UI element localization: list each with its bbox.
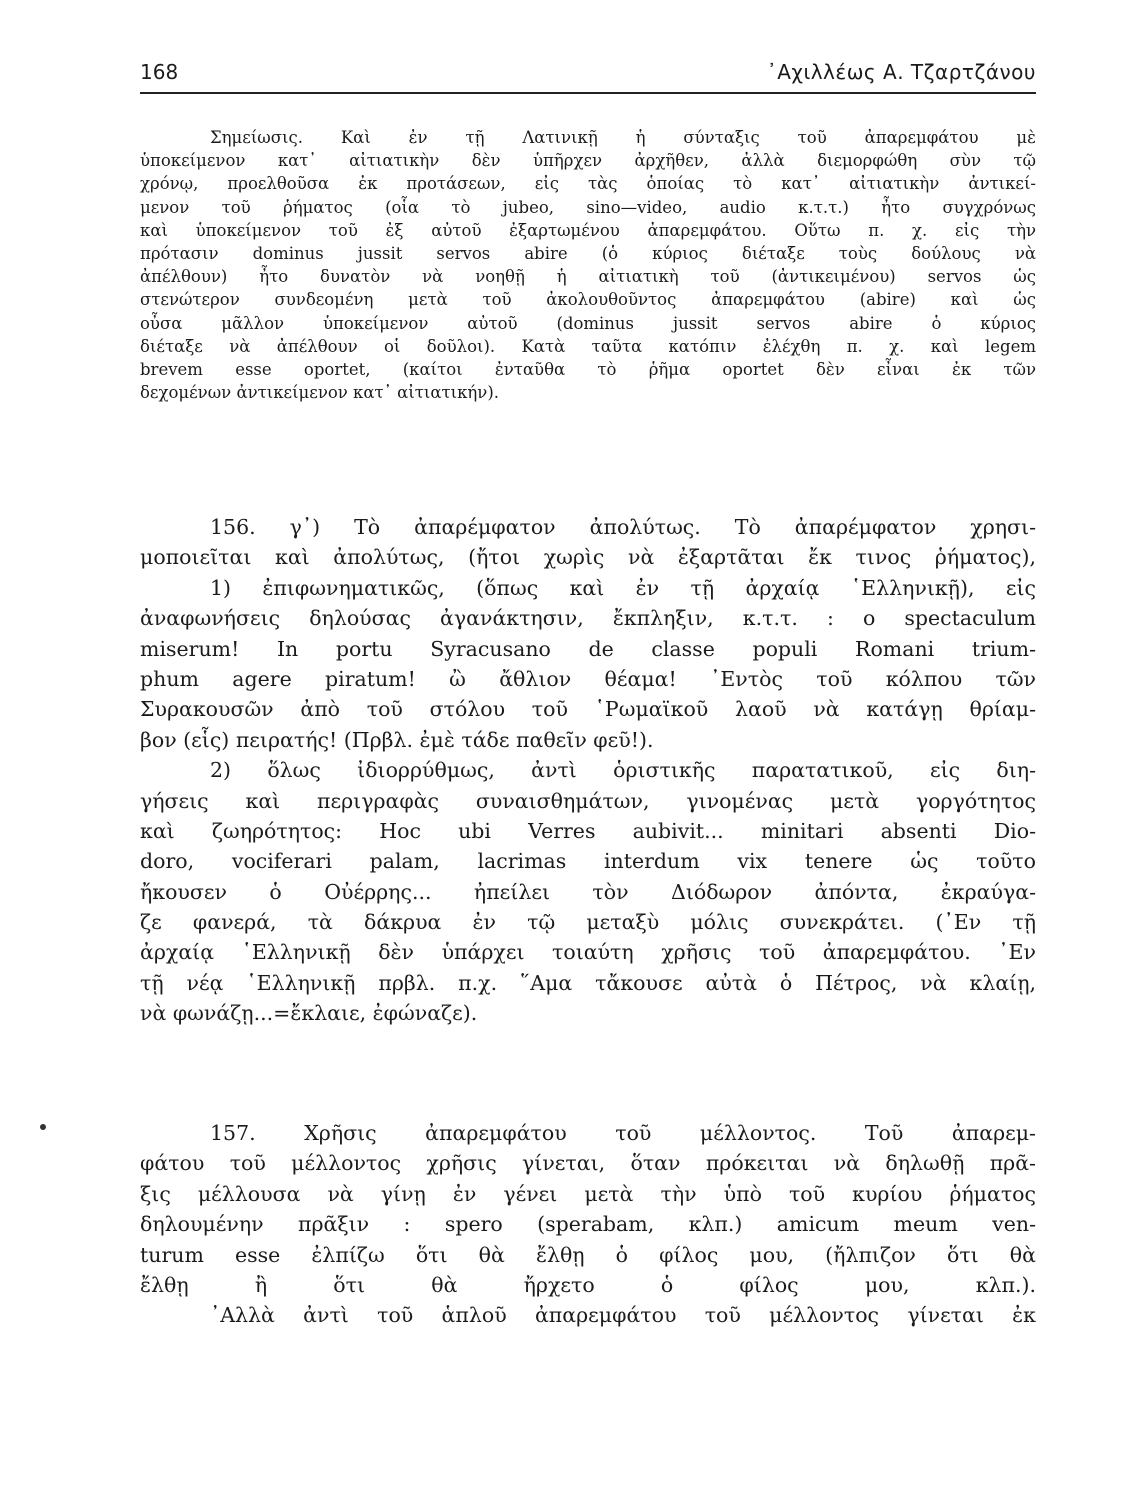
note-line: μενον τοῦ ῥήματος (οἷα τὸ jubeo, sino—video, audio κ.τ.τ.) ἦτο συγχρόνως (140, 197, 1036, 217)
note-line: δεχομένων ἀντικείμενον κατ᾿ αἰτιατικήν). (140, 383, 499, 403)
note-line: Σημείωσις. Καὶ ἐν τῇ Λατινικῇ ἡ σύνταξις τοῦ ἀπαρεμφάτου μὲ (210, 128, 1036, 147)
body-line: δηλουμένην πρᾶξιν : spero (sperabam, κλπ.) amicum meum ven- (140, 1212, 1036, 1237)
note-line: διέταξε νὰ ἀπέλθουν οἱ δοῦλοι). Κατὰ ταῦτα κατόπιν ἐλέχθη π. χ. καὶ legem (140, 336, 1036, 356)
body-line: ἤκουσεν ὁ Οὐέρρης... ἠπείλει τὸν Διόδωρον ἀπόντα, ἐκραύγα- (140, 879, 1036, 904)
body-line: νὰ φωνάζῃ...=ἔκλαιε, ἐφώναζε). (140, 1001, 478, 1026)
note-line: οὖσα μᾶλλον ὑποκείμενον αὐτοῦ (dominus jussit servos abire ὁ κύριος (140, 313, 1036, 333)
body-line: μοποιεῖται καὶ ἀπολύτως, (ἤτοι χωρὶς νὰ ἐξαρτᾶται ἔκ τινος ῥήματος), (140, 545, 1036, 570)
note-line: ἀπέλθουν) ἦτο δυνατὸν νὰ νοηθῇ ἡ αἰτιατικὴ τοῦ (ἀντικειμένου) servos ὡς (140, 267, 1036, 287)
section-156 (140, 512, 1036, 1029)
section-heading-157: 157. Χρῆσις ἀπαρεμφάτου τοῦ μέλλοντος. Τοῦ ἀπαρεμ- (210, 1121, 1036, 1145)
body-line: Συρακουσῶν ἀπὸ τοῦ στόλου τοῦ ῾Ρωμαϊκοῦ λαοῦ νὰ κατάγῃ θρίαμ- (140, 697, 1036, 722)
note-paragraph (140, 126, 1036, 404)
running-head: ᾿Αχιλλέως Α. Τζαρτζάνου (766, 60, 1036, 84)
section-157 (140, 1118, 1036, 1331)
body-line: ἀρχαίᾳ ῾Ελληνικῇ δὲν ὑπάρχει τοιαύτη χρῆσις τοῦ ἀπαρεμφάτου. ᾿Εν (140, 940, 1036, 965)
body-line: doro, vociferari palam, lacrimas interdum vix tenere ὡς τοῦτο (140, 849, 1036, 874)
body-line: phum agere piratum! ὢ ἄθλιον θέαμα! ᾿Εντὸς τοῦ κόλπου τῶν (140, 666, 1036, 691)
body-line: ᾿Αλλὰ ἀντὶ τοῦ ἁπλοῦ ἀπαρεμφάτου τοῦ μέλλοντος γίνεται ἐκ (210, 1303, 1036, 1328)
note-line: πρότασιν dominus jussit servos abire (ὁ κύριος διέταξε τοὺς δούλους νὰ (140, 243, 1036, 263)
note-line: brevem esse oportet, (καίτοι ἐνταῦθα τὸ ῥῆμα oportet δὲν εἶναι ἐκ τῶν (140, 359, 1036, 379)
body-line: miserum! In portu Syracusano de classe populi Romani trium- (140, 636, 1036, 661)
body-line: τῇ νέᾳ ῾Ελληνικῇ πρβλ. π.χ. ῞Αμα τἄκουσε αὐτὰ ὁ Πέτρος, νὰ κλαίῃ, (140, 970, 1036, 995)
body-line: ζε φανερά, τὰ δάκρυα ἐν τῷ μεταξὺ μόλις συνεκράτει. (᾿Εν τῇ (140, 910, 1036, 935)
page-number: 168 (140, 60, 179, 84)
body-line: 1) ἐπιφωνηματικῶς, (ὅπως καὶ ἐν τῇ ἀρχαίᾳ ῾Ελληνικῇ), εἰς (210, 575, 1036, 600)
note-line: ὑποκείμενον κατ᾿ αἰτιατικὴν δὲν ὑπῆρχεν ἀρχῆθεν, ἀλλὰ διεμορφώθη σὺν τῷ (140, 151, 1036, 171)
body-line: βον (εἷς) πειρατής! (Πρβλ. ἐμὲ τάδε παθεῖν φεῦ!). (140, 727, 654, 752)
body-line: turum esse ἐλπίζω ὅτι θὰ ἔλθῃ ὁ φίλος μου, (ἤλπιζον ὅτι θὰ (140, 1242, 1036, 1267)
note-line: καὶ ὑποκείμενον τοῦ ἐξ αὐτοῦ ἐξαρτωμένου ἀπαρεμφάτου. Οὕτω π. χ. εἰς τὴν (140, 220, 1036, 240)
body-line: καὶ ζωηρότητος: Hoc ubi Verres aubivit... minitari absenti Dio- (140, 818, 1036, 843)
margin-bullet (40, 1124, 46, 1130)
body-line: ξις μέλλουσα νὰ γίνῃ ἐν γένει μετὰ τὴν ὑπὸ τοῦ κυρίου ῥήματος (140, 1181, 1036, 1206)
note-line: χρόνῳ, προελθοῦσα ἐκ προτάσεων, εἰς τὰς ὁποίας τὸ κατ᾿ αἰτιατικὴν ἀντικεί- (140, 174, 1036, 194)
body-line: 2) ὅλως ἰδιορρύθμως, ἀντὶ ὁριστικῆς παρατατικοῦ, εἰς διη- (210, 758, 1036, 783)
body-line: φάτου τοῦ μέλλοντος χρῆσις γίνεται, ὅταν πρόκειται νὰ δηλωθῇ πρᾶ- (140, 1151, 1036, 1176)
body-line: γήσεις καὶ περιγραφὰς συναισθημάτων, γινομένας μετὰ γοργότητος (140, 788, 1036, 813)
body-line: ἔλθῃ ἢ ὅτι θὰ ἤρχετο ὁ φίλος μου, κλπ.). (140, 1272, 1036, 1297)
page-header (140, 58, 1036, 94)
body-line: ἀναφωνήσεις δηλούσας ἀγανάκτησιν, ἔκπληξιν, κ.τ.τ. : o spectaculum (140, 606, 1036, 631)
section-heading-156: 156. γ᾿) Τὸ ἀπαρέμφατον ἀπολύτως. Τὸ ἀπαρέμφατον χρησι- (210, 515, 1036, 539)
note-line: στενώτερον συνδεομένη μετὰ τοῦ ἀκολουθοῦντος ἀπαρεμφάτου (abire) καὶ ὡς (140, 290, 1036, 310)
